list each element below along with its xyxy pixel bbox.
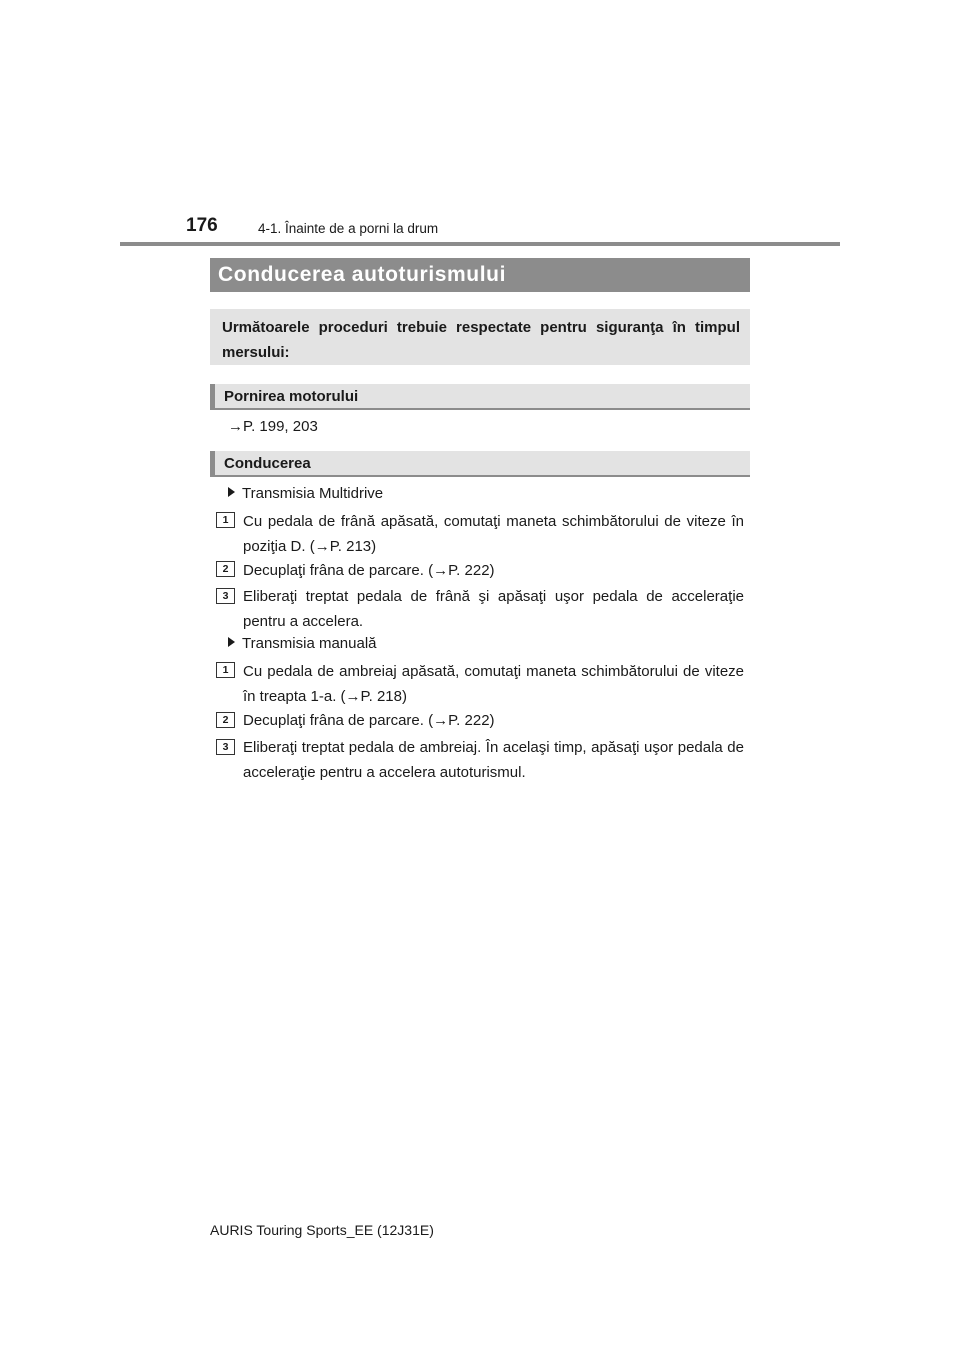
triangle-bullet-icon — [228, 637, 235, 647]
step-text: Cu pedala de ambreiaj apăsată, comutaţi maneta schimbătorului de viteze în treapta 1-a. (→P. 218) — [243, 663, 744, 705]
manual-label: Transmisia manuală — [242, 635, 377, 652]
step-number: 1 — [216, 662, 235, 678]
step-text: Eliberaţi treptat pedala de ambreiaj. În acelaşi timp, apăsaţi uşor pedala de acceleraţie pentru a accelera autoturismul. — [243, 739, 744, 781]
page-number: 176 — [186, 215, 218, 236]
multidrive-subhead — [228, 485, 383, 502]
page-title: Conducerea autoturismului — [210, 258, 750, 292]
triangle-bullet-icon — [228, 487, 235, 497]
step-text: Cu pedala de frână apăsată, comutaţi maneta schimbătorului de viteze în poziţia D. (→P. 213) — [243, 513, 744, 555]
step-number: 2 — [216, 561, 235, 577]
manual-subhead — [228, 635, 377, 652]
step-text: Decuplaţi frâna de parcare. (→P. 222) — [243, 712, 495, 729]
step-text: Decuplaţi frâna de parcare. (→P. 222) — [243, 562, 495, 579]
step-number: 2 — [216, 712, 235, 728]
start-reference: →P. 199, 203 — [228, 418, 318, 435]
multidrive-label: Transmisia Multidrive — [242, 485, 384, 502]
header-rule — [120, 242, 840, 246]
running-head: 4-1. Înainte de a porni la drum — [258, 221, 439, 236]
section-heading-start: Pornirea motorului — [210, 384, 750, 410]
intro-box: Următoarele proceduri trebuie respectate pentru siguranţa în timpul mersului: — [210, 309, 750, 365]
section-heading-driving: Conducerea — [210, 451, 750, 477]
step-number: 3 — [216, 588, 235, 604]
step-number: 3 — [216, 739, 235, 755]
footer-model: AURIS Touring Sports_EE (12J31E) — [210, 1222, 434, 1238]
step-text: Eliberaţi treptat pedala de frână şi apăsaţi uşor pedala de acceleraţie pentru a accelera. — [243, 588, 744, 630]
step-number: 1 — [216, 512, 235, 528]
